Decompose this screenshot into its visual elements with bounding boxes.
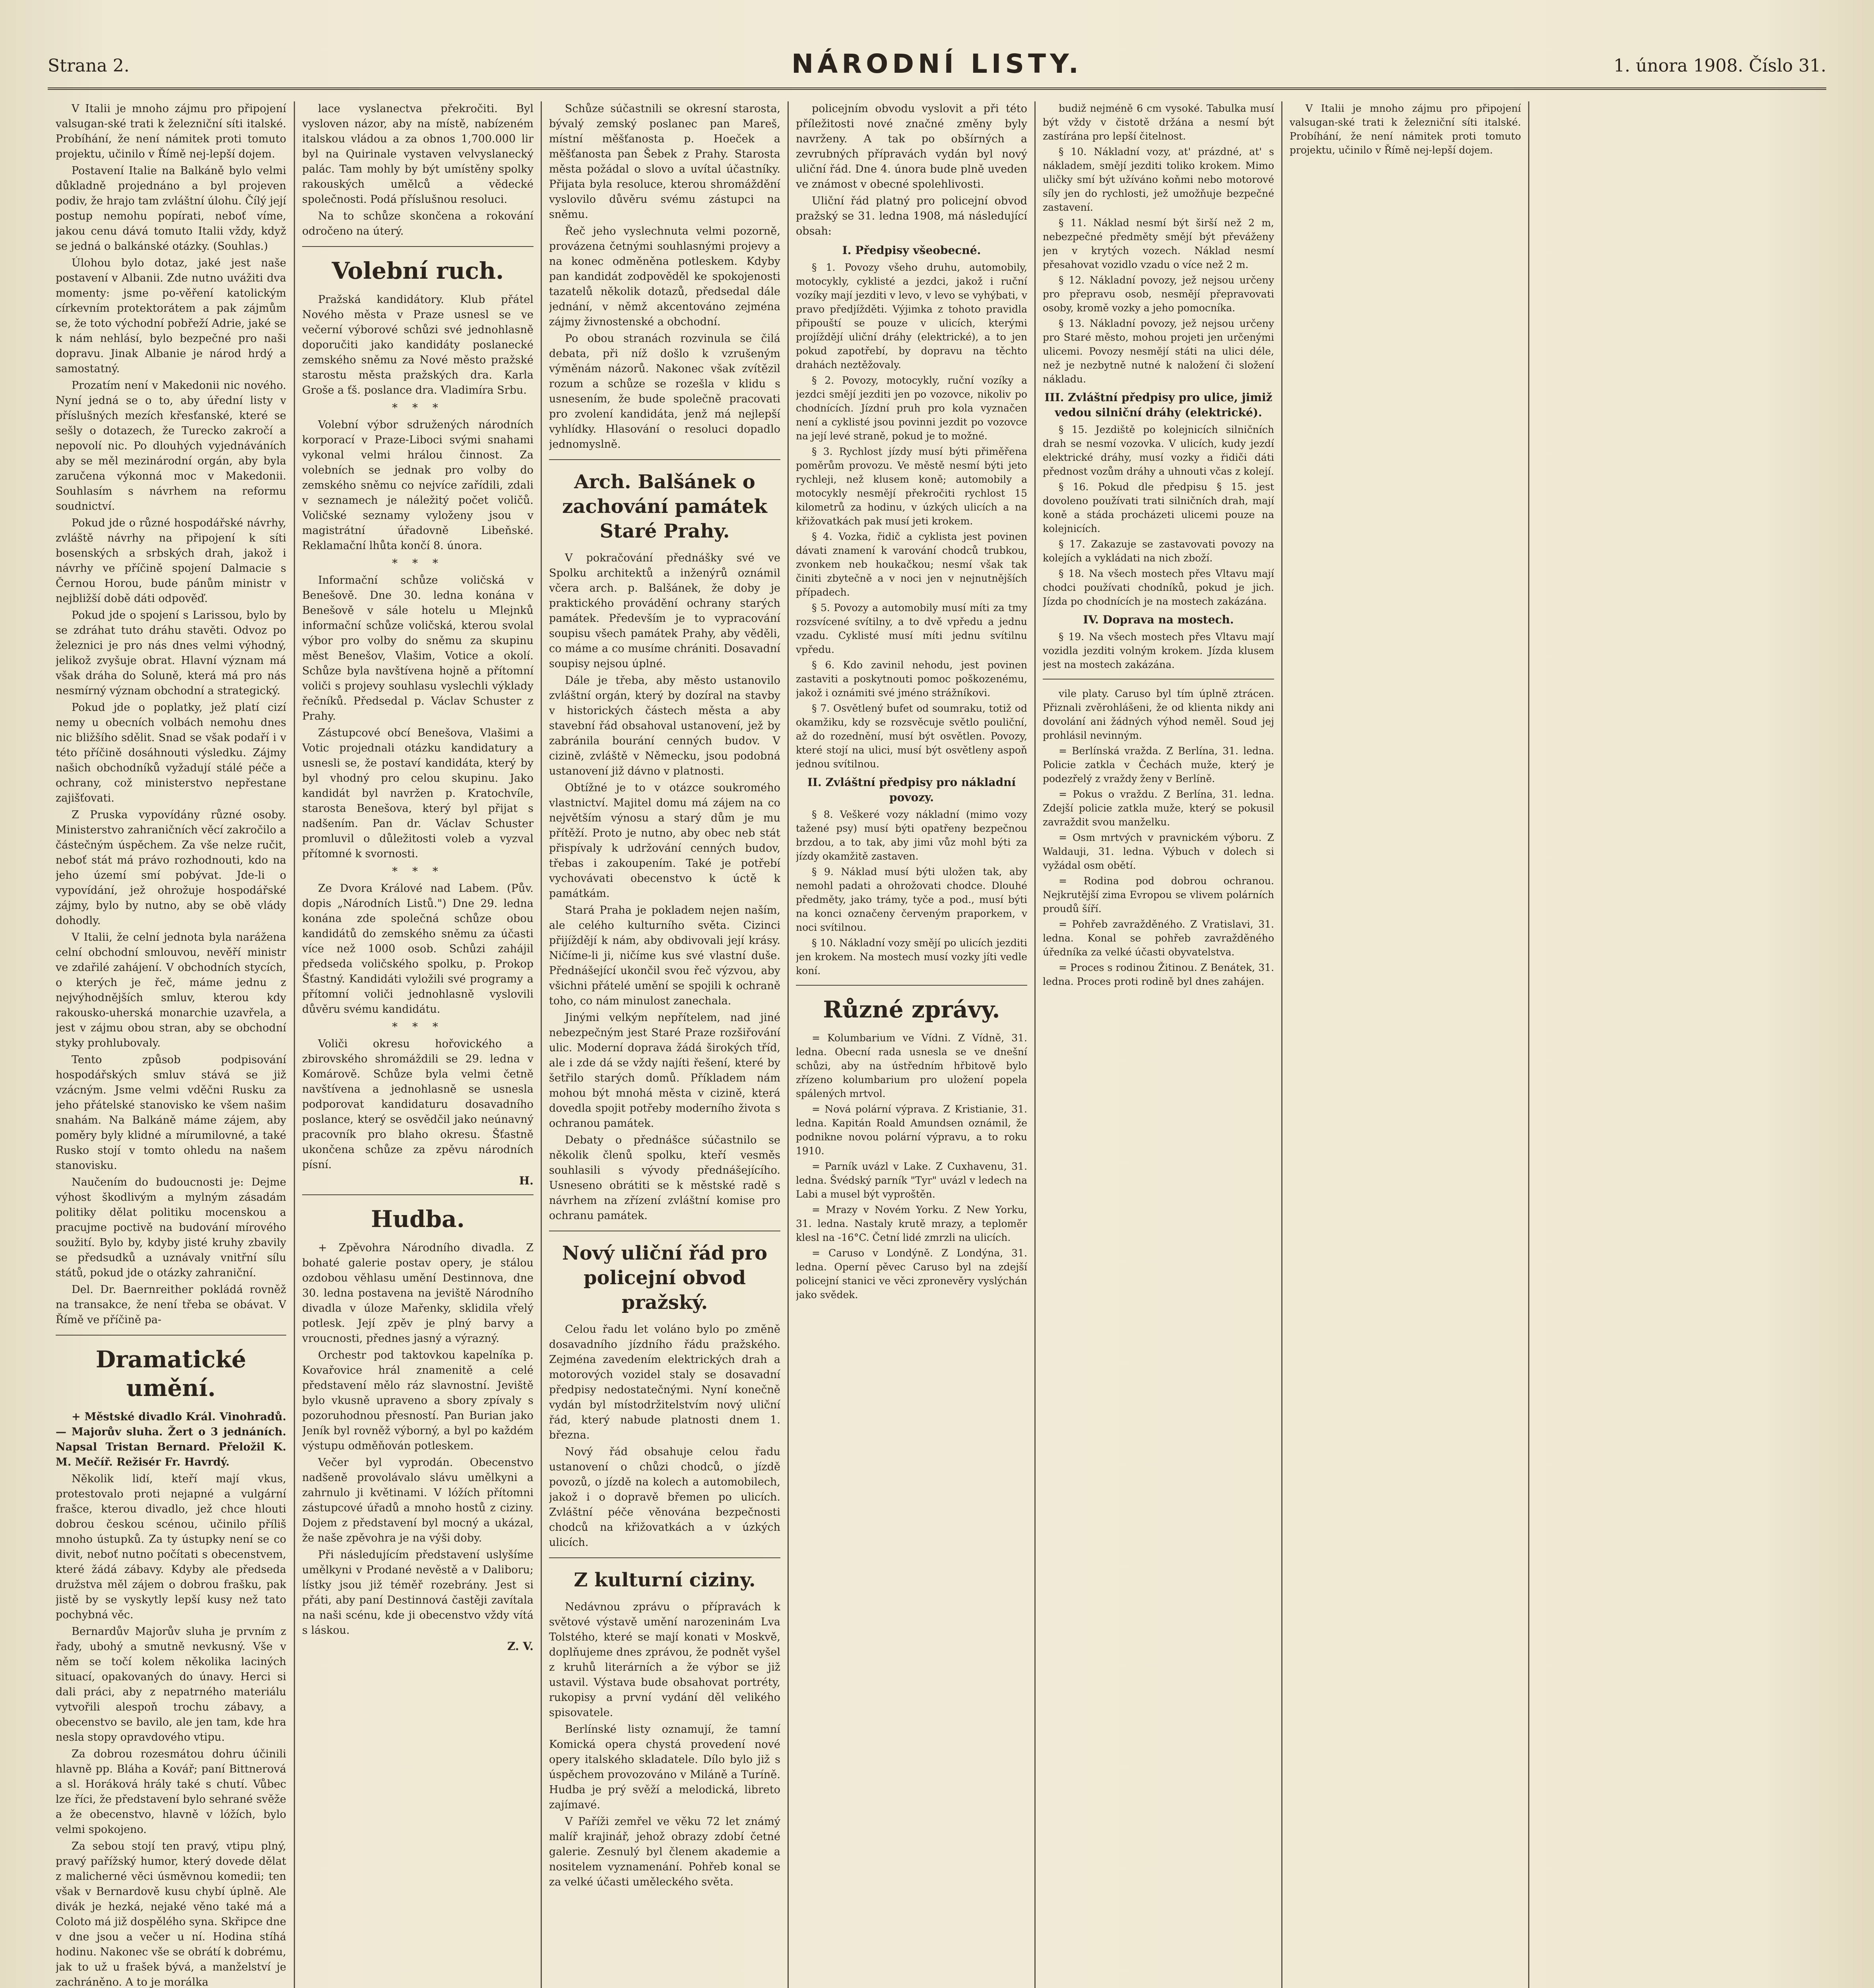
section-divider bbox=[302, 1194, 533, 1195]
news-item: = Kolumbarium ve Vídni. Z Vídně, 31. ledna. Obecní rada usnesla se ve dnešní schůzi, aby na ústředním hřbitově bylo zřízeno kolumbarium pro uložení popela spálených mrtvol. bbox=[796, 1032, 1027, 1099]
news-item: = Parník uvázl v Lake. Z Cuxhavenu, 31. ledna. Švédský parník "Tyr" uvázl v ledech na Labi a musel být vyproštěn. bbox=[796, 1161, 1027, 1200]
column-7 bbox=[1536, 101, 1818, 1988]
news-item: = Caruso v Londýně. Z Londýna, 31. ledna. Operní pěvec Caruso byl na zdejší policejní stanici ve věci zpronevěry vyslýchán jako svědek. bbox=[796, 1247, 1027, 1301]
article-paragraph: § 19. Na všech mostech přes Vltavu mají vozidla jezditi volným krokem. Jízda klusem jest na mostech zakázána. bbox=[1043, 631, 1274, 670]
article-paragraph: lace vyslanectva překročiti. Byl vysloven názor, aby na místě, nabízeném italskou vládou a za obnos 1,700.000 lir byl na Quirinale vystaven velvyslanecký palác. Tam mohly by být umístěny spolky rakouských umělců a vědecké společnosti. Podá příslušnou resoluci. bbox=[302, 103, 533, 206]
article-paragraph: V Italii je mnoho zájmu pro připojení valsugan-ské trati k železniční síti italské. Probíhání, že není námitek proti tomuto projektu, učinilo v Římě nej-lepší dojem. bbox=[56, 103, 286, 160]
article-paragraph: Prozatím není v Makedonii nic nového. Nyní jedná se o to, aby úřední listy v příslušných mezích křesťanské, které se sešly o dotazech, že Turecko zakročí a nepovolí nic. Po dlouhých vyjednáváních aby se měl mezinárodní orgán, aby byla zaručena výkonná moc v Makedonii. Souhlasím s návrhem na reformu soudnictví. bbox=[56, 379, 286, 513]
article-paragraph: § 13. Nákladní povozy, jež nejsou určeny pro Staré město, mohou projeti jen určenými ulicemi. Povozy nesmějí státi na ulici déle, než je nezbytně nutné k naložení či složení nákladu. bbox=[1043, 318, 1274, 385]
article-paragraph: Za sebou stojí ten pravý, vtipu plný, pravý pařížský humor, který dovede dělat z malicherné věci úsměvnou komedii; ten však v Bernardově kusu chybí úplně. Ale divák je hezká, nejaké věno také má a Coloto má již dospělého syna. Skřipce dne v dne jsou a večer u ní. Hodina stíhá hodinu. Nakonec vše se obrátí k dobrému, jak to už u frašek bývá, a manželství je zachráněno. A to je morálka bbox=[56, 1840, 286, 1988]
section-title-architecture: Arch. Balšánek o zachování památek Staré Prahy. bbox=[562, 471, 767, 542]
article-paragraph: Stará Praha je pokladem nejen naším, ale celého kulturního světa. Cizinci přijíždějí k nám, aby obdivovali její krásy. Ničíme-li ji, ničíme kus své vlastní duše. Přednášející ukončil svou řeč výzvou, aby všichni přátelé umění se spojili k ochraně toho, co nám minulost zanechala. bbox=[549, 904, 780, 1007]
article-paragraph: Za dobrou rozesmátou dohru účinili hlavně pp. Bláha a Kovář; paní Bittnerová a sl. Horáková hrály také s chutí. Vůbec lze říci, že představení bylo sehrané svěže a že obecenstvo, hlavně v lóžích, bylo velmi spokojeno. bbox=[56, 1748, 286, 1836]
article-paragraph: Nový řád obsahuje celou řadu ustanovení o chůzi chodců, o jízdě povozů, o jízdě na kolech a automobilech, jakož i o dopravě břemen po ulicích. Zvláštní péče věnována bezpečnosti chodců na křižovatkách a v úzkých ulicích. bbox=[549, 1446, 780, 1549]
column-rule bbox=[294, 101, 295, 1988]
article-paragraph: § 10. Nákladní vozy, at' prázdné, at' s nákladem, smějí jezditi toliko krokem. Mimo uličky smí být užíváno koňmi nebo motorové síly jen do rychlosti, jež umožňuje bezpečné zastavení. bbox=[1043, 146, 1274, 213]
article-paragraph: Voliči okresu hořovického a zbirovského shromáždili se 29. ledna v Komárově. Schůze byla velmi četně navštívena a jednohlasně se usnesla podporovat kandidaturu dosavadního poslance, který se osvědčil jako neúnavný pracovník pro blaho okresu. Šťastně ukončena schůze za zpěvu národních písní. bbox=[302, 1038, 533, 1171]
author-signature: H. bbox=[519, 1174, 533, 1187]
section-subhead: I. Předpisy všeobecné. bbox=[842, 244, 981, 257]
section-divider bbox=[549, 1557, 780, 1558]
article-paragraph: § 15. Jezdiště po kolejnicích silničních drah se nesmí vozovka. V ulicích, kudy jezdí elektrické dráhy, musí vozky a řidiči dáti přednost vozům dráhy a uhnouti včas z kolejí. bbox=[1043, 424, 1274, 477]
article-paragraph: § 3. Rychlost jízdy musí býti přiměřena poměrům provozu. Ve městě nesmí býti jeto rychleji, než klusem koně; automobily a motocykly nesmějí překročiti rychlost 15 kilometrů za hodinu, v úzkých ulicích a na křižovatkách pak musí jeti krokem. bbox=[796, 446, 1027, 527]
news-item: = Pohřeb zavražděného. Z Vratislavi, 31. ledna. Konal se pohřeb zavražděného úředníka za velké účasti obyvatelstva. bbox=[1043, 918, 1274, 958]
section-divider bbox=[56, 1335, 286, 1336]
article-paragraph: Del. Dr. Baernreither pokládá rovněž na transakce, že není třeba se obávat. V Římě ve příčině pa- bbox=[56, 1283, 286, 1326]
separator-stars: * * * bbox=[392, 401, 444, 414]
article-paragraph: V pokračování přednášky své ve Spolku architektů a inženýrů oznámil včera arch. p. Balšánek, že doby je praktického provádění ochrany starých památek. Především je to vypracování soupisu všech památek Prahy, aby věděli, co máme a co musíme chrániti. Dosavadní soupisy nejsou úplné. bbox=[549, 552, 780, 670]
page-number: Strana 2. bbox=[48, 56, 130, 76]
article-paragraph: § 1. Povozy všeho druhu, automobily, motocykly, cyklisté a jezdci, jakož i ruční vozíky mají jezditi v levo, v levo se vyhýbati, v pravo předjížděti. Výjimka z tohoto pravidla připouští se pouze v ulicích, kterými projíždějí uliční dráhy (elektrické), a to jen pokud zapotřebí, by dopravu na těchto drahách neztěžovaly. bbox=[796, 262, 1027, 371]
review-lead: + Městské divadlo Král. Vinohradů. — Majorův sluha. Žert o 3 jednáních. Napsal Tristan Bernard. Přeložil K. M. Mečíř. Režisér Fr. Havrdý. bbox=[56, 1411, 286, 1468]
separator-stars: * * * bbox=[392, 865, 444, 878]
section-title-street-order: Nový uliční řád pro policejní obvod pražský. bbox=[562, 1242, 768, 1314]
article-paragraph: Orchestr pod taktovkou kapelníka p. Kovařovice hrál znamenitě a celé představení mělo ráz slavnostní. Jeviště bylo vkusně upraveno a sbory zpívaly s pozoruhodnou přesností. Pan Burian jako Jeník byl rovněž výborný, a byl po každém výstupu odměňován potleskem. bbox=[302, 1349, 533, 1452]
article-paragraph: Berlínské listy oznamují, že tamní Komická opera chystá provedení nové opery italského skladatele. Dílo bylo již s úspěchem provozováno v Miláně a Turíně. Hudba je prý svěží a melodická, libreto zajímavé. bbox=[549, 1723, 780, 1811]
section-subhead: IV. Doprava na mostech. bbox=[1083, 613, 1234, 626]
article-paragraph: Dále je třeba, aby město ustanovilo zvláštní orgán, který by dozíral na stavby v historických částech města a aby stavební řád obsahoval ustanovení, jež by zabránila bourání cenných budov. V cizině, zvláště v Německu, jsou podobná ustanovení již dávno v platnosti. bbox=[549, 674, 780, 777]
article-paragraph: Volební výbor sdružených národních korporací v Praze-Liboci svými snahami vykonal velmi hrálou činnost. Za volebních se jednak pro volby do zemského sněmu co nejvíce zařídili, zdali v seznamech je náležitý počet voličů. Voličské seznamy vyloženy jsou v magistrátní úřadovně Libeňské. Reklamační lhůta končí 8. února. bbox=[302, 419, 533, 552]
article-paragraph: Obtížné je to v otázce soukromého vlastnictví. Majitel domu má zájem na co největším výnosu a starý dům je mu přítěží. Proto je nutno, aby obec neb stát přispívaly k udržování cenných budov, třebas i zakoupením. Také je potřebí vychovávati obecenstvo k úctě k památkám. bbox=[549, 782, 780, 900]
article-paragraph: Naučením do budoucnosti je: Dejme výhost škodlivým a mylným zásadám politiky dělat politiku mocenskou a pracujme poctivě na budování mírového soužití. Bylo by, kdyby jisté kruhy zbavily se předsudků a uznávaly vnitřní sílu států, pokud jde o otázky zahraniční. bbox=[56, 1176, 286, 1279]
article-paragraph: Večer byl vyprodán. Obecenstvo nadšeně provolávalo slávu umělkyni a zahrnulo ji květinami. V lóžích přítomni zástupcové úřadů a mnoho hostů z ciziny. Dojem z představení byl mocný a ukázal, že naše zpěvohra je na výši doby. bbox=[302, 1456, 533, 1544]
section-title-election: Volební ruch. bbox=[332, 257, 504, 284]
article-paragraph: V Italii je mnoho zájmu pro připojení valsugan-ské trati k železniční síti italské. Probíhání, že není námitek proti tomuto projektu, učinilo v Římě nej-lepší dojem. bbox=[1290, 103, 1521, 156]
article-paragraph: § 12. Nákladní povozy, jež nejsou určeny pro přepravu osob, nesmějí přepravovati osoby, kromě vozky a jeho pomocníka. bbox=[1043, 274, 1274, 314]
article-paragraph: Informační schůze voličská v Benešově. Dne 30. ledna konána v Benešově v sále hotelu u Mlejnků informační schůze voličská, kterou svolal výbor pro volby do sněmu za skupinu měst Benešov, Vlašim, Votice a okolí. Schůze byla navštívena hojně a přítomní voliči s projevy souhlasu vyslechli výklady řečníků. Předsedal p. Václav Schuster z Prahy. bbox=[302, 574, 533, 722]
article-paragraph: Uliční řád platný pro policejní obvod pražský se 31. ledna 1908, má následující obsah: bbox=[796, 195, 1027, 237]
column-rule bbox=[1528, 101, 1529, 1988]
news-item: = Proces s rodinou Žitinou. Z Benátek, 31. ledna. Proces proti rodině byl dnes zahájen. bbox=[1043, 962, 1274, 987]
article-paragraph: § 16. Pokud dle předpisu § 15. jest dovoleno používati trati silničních drah, mají koně a stáda procházeti ulicemi pouze na kolejnicích. bbox=[1043, 481, 1274, 534]
column-rule bbox=[788, 101, 789, 1988]
news-item: = Pokus o vraždu. Z Berlína, 31. ledna. Zdejší policie zatkla muže, který se pokusil zavraždit svou manželku. bbox=[1043, 788, 1274, 828]
column-3 bbox=[549, 101, 780, 1988]
article-paragraph: Řeč jeho vyslechnuta velmi pozorně, provázena četnými souhlasnými projevy a na konec odměněna potleskem. Kdyby pan kandidát zodpověděl ke spokojenosti tazatelů několik dotazů, předsedal dále jednání, v němž akcentováno zejména zájmy živnostenské a obchodní. bbox=[549, 225, 780, 328]
article-paragraph: Postavení Italie na Balkáně bylo velmi důkladně projednáno a byl projeven podiv, že hrajo tam zvláštní úlohu. Čílý její postup nemohu popírati, neboť víme, jakou cenu dává tomuto Italii vždy, když se jedná o balkánské otázky. (Souhlas.) bbox=[56, 165, 286, 252]
news-item: = Nová polární výprava. Z Kristianie, 31. ledna. Kapitán Roald Amundsen oznámil, že podnikne novou polární výpravu, a to roku 1910. bbox=[796, 1103, 1027, 1157]
newspaper-title: NÁRODNÍ LISTY. bbox=[792, 49, 1082, 79]
article-paragraph: § 6. Kdo zavinil nehodu, jest povinen zastaviti a poskytnouti pomoc poškozenému, jakož i oznámiti své jméno strážníkovi. bbox=[796, 659, 1027, 699]
column-4 bbox=[796, 101, 1027, 1988]
news-item: = Osm mrtvých v pravnickém výboru. Z Waldauji, 31. ledna. Výbuch v dolech si vyžádal osm obětí. bbox=[1043, 832, 1274, 871]
article-paragraph: § 7. Osvětlený bufet od soumraku, totiž od okamžiku, kdy se rozsvěcuje světlo pouliční, až do rozednění, musí být osvětlen. Povozy, které stojí na ulici, musí být osvětleny aspoň jednou svítilnou. bbox=[796, 703, 1027, 770]
article-paragraph: budiž nejméně 6 cm vysoké. Tabulka musí být vždy v čistotě držána a nesmí být zastírána pro lepší čitelnost. bbox=[1043, 103, 1274, 142]
article-paragraph: Pokud jde o různé hospodářské návrhy, zvláště návrhy na připojení k síti bosenských a srbských drah, jakož i návrhy ve příčině spojení Dalmacie s Černou Horou, bude pánům ministr v nejbližší době dáti odpověď. bbox=[56, 517, 286, 605]
news-item: = Rodina pod dobrou ochranou. Nejkrutější zima Evropou se vlivem polárních proudů šíří. bbox=[1043, 875, 1274, 914]
news-item: vile platy. Caruso byl tím úplně ztrácen. Přiznali zvěrohlášeni, že od klienta nikdy ani dovolání ani žádných výhod neměl. Soud jej prohlásil nevinným. bbox=[1043, 688, 1274, 741]
article-paragraph: Debaty o přednášce súčastnilo se několik členů spolku, kteří vesměs souhlasili s vývody přednášejícího. Usneseno obrátiti se k městské radě s návrhem na zřízení zvláštní komise pro ochranu památek. bbox=[549, 1134, 780, 1222]
column-1 bbox=[56, 101, 286, 1988]
article-paragraph: § 10. Nákladní vozy smějí po ulicích jezditi jen krokem. Na mostech musí vozky jíti vedle koní. bbox=[796, 937, 1027, 977]
article-paragraph: § 4. Vozka, řidič a cyklista jest povinen dávati znamení k varování chodců trubkou, zvonkem neb houkačkou; nesmí však tak činiti zbytečně a v noci jen v nejnutnějších případech. bbox=[796, 531, 1027, 598]
article-paragraph: V Paříži zemřel ve věku 72 let známý malíř krajinář, jehož obrazy zdobí četné galerie. Zesnulý byl členem akademie a nositelem vyznamenání. Pohřeb konal se za velké účasti uměleckého světa. bbox=[549, 1815, 780, 1888]
article-paragraph: § 9. Náklad musí býti uložen tak, aby nemohl padati a ohrožovati chodce. Dlouhé předměty, jako trámy, tyče a pod., musí býti na konci označeny červeným praporkem, v noci svítilnou. bbox=[796, 866, 1027, 933]
article-paragraph: Pokud jde o spojení s Larissou, bylo by se zdráhat tuto dráhu stavěti. Odvoz po železnici je pro nás dnes velmi výhodný, jelikož zvyšuje obrat. Hlavní význam má však dráha do Soluně, která má pro nás nesmírný význam obchodní a strategický. bbox=[56, 609, 286, 697]
article-paragraph: V Italii, že celní jednota byla narážena celní obchodní smlouvou, nevěří ministr ve zdařilé zahájení. V obchodních stycích, o kterých je řeč, máme jednu z nejvýhodnějších smluv, kterou kdy rakousko-uherská monarchie uzavřela, a jest v zájmu obou stran, aby se obchodní styky prohlubovaly. bbox=[56, 931, 286, 1049]
article-paragraph: + Zpěvohra Národního divadla. Z bohaté galerie postav opery, je stálou ozdobou věhlasu umění Destinnova, dne 30. ledna postavena na jeviště Národního divadla v úloze Mařenky, sklidila vřelý potlesk. Její zpěv je plný barvy a vroucnosti, přednes jasný a výrazný. bbox=[302, 1242, 533, 1345]
article-paragraph: Bernardův Majorův sluha je prvním z řady, ubohý a smutně nevkusný. Vše v něm se točí kolem několika laciných situací, opakovaných do únavy. Herci si dali práci, aby z nepatrného materiálu vytvořili alespoň trochu zábavy, a obecenstvo se bavilo, ale jen tam, kde hra nesla stopy opravdového vtipu. bbox=[56, 1625, 286, 1743]
article-paragraph: Úlohou bylo dotaz, jaké jest naše postavení v Albanii. Zde nutno uvážiti dva momenty: jsme po-věření katolickým církevním protektorátem a pak zájmům se, že toto východní pobřeží Adrie, jaké se k nám nehlásí, bylo bezpečné pro naši dopravu. Jinak Albanie je národ hrdý a samostatný. bbox=[56, 257, 286, 375]
article-paragraph: § 11. Náklad nesmí být širší než 2 m, nebezpečné předměty smějí být převáženy jen v krytých vozech. Náklad nesmí přesahovat vozidlo vzadu o více než 2 m. bbox=[1043, 217, 1274, 270]
author-signature: Z. V. bbox=[507, 1640, 533, 1653]
column-5 bbox=[1043, 101, 1274, 1988]
separator-stars: * * * bbox=[392, 557, 444, 570]
article-paragraph: Po obou stranách rozvinula se čilá debata, při níž došlo k vzrušeným výměnám názorů. Nakonec však zvítězil rozum a schůze se rozešla v klidu s usnesením, že bude společně pracovati pro zvolení kandidáta, jenž má nejlepší vyhlídky. Hlasování o resoluci dopadlo jednomyslně. bbox=[549, 332, 780, 450]
section-subhead: III. Zvláštní předpisy pro ulice, jimiž vedou silniční dráhy (elektrické). bbox=[1044, 391, 1273, 419]
article-paragraph: Pražská kandidátory. Klub přátel Nového města v Praze usnesl se ve večerní výborové schůzi své jednohlasně doporučiti jako kandidáty poslanecké zemského sněmu za Nové město pražské starostu města pražských dra. Karla Groše a ťš. poslance dra. Vladimíra Srbu. bbox=[302, 293, 533, 396]
news-item: = Berlínská vražda. Z Berlína, 31. ledna. Policie zatkla v Čechách muže, který je podezřelý z vraždy ženy v Berlíně. bbox=[1043, 745, 1274, 784]
column-6 bbox=[1290, 101, 1521, 1988]
article-paragraph: Při následujícím představení uslyšíme umělkyni v Prodané nevěstě a v Daliboru; lístky jsou již téměř rozebrány. Jest si přáti, aby paní Destinnová častěji zavítala na naši scénu, kde ji obecenstvo vždy vítá s láskou. bbox=[302, 1549, 533, 1637]
article-paragraph: Několik lidí, kteří mají vkus, protestovalo proti nejapné a vulgární frašce, kterou divadlo, jež chce hlouti dobrou českou scénou, učinilo příliš mnoho ústupků. Za ty ústupky není se co divit, neboť nutno počítati s obecenstvem, které žádá zábavy. Kdyby ale předseda družstva měl zájem o dobrou frašku, pak jistě by se vyskytly lepší kusy než tato pochybná věc. bbox=[56, 1473, 286, 1621]
section-divider bbox=[549, 459, 780, 460]
article-paragraph: policejním obvodu vyslovit a při této příležitosti nové značné změny byly navrženy. A tak po obšírných a zevrubných přípravách vydán byl nový uliční řád. Dne 4. února bude plně uveden ve známost v obecné spolehlivosti. bbox=[796, 103, 1027, 190]
article-paragraph: § 18. Na všech mostech přes Vltavu mají chodci používati chodníků, pokud je jich. Jízda po chodnících je na mostech zakázána. bbox=[1043, 568, 1274, 607]
section-subhead: II. Zvláštní předpisy pro nákladní povozy. bbox=[807, 776, 1016, 804]
article-paragraph: Schůze súčastnili se okresní starosta, bývalý zemský poslanec pan Mareš, místní měšťanosta p. Hoeček a měšťanosta pan Šebek z Prahy. Starosta města požádal o slovo a uvítal účastníky. Přijata byla resoluce, kterou shromáždění vyslovilo důvěru svému zástupci na sněmu. bbox=[549, 103, 780, 221]
news-item: = Mrazy v Novém Yorku. Z New Yorku, 31. ledna. Nastaly krutě mrazy, a teploměr klesl na -16°C. Četní lidé zmrzli na ulicích. bbox=[796, 1204, 1027, 1243]
article-paragraph: Jinými velkým nepřítelem, nad jiné nebezpečným jest Staré Praze rozšiřování ulic. Moderní doprava žádá širokých tříd, ale i zde dá se vždy najíti řešení, které by šetřilo starých domů. Příkladem nám mohou být mnohá města v cizině, která dovedla spojit potřeby moderního života s ochranou památek. bbox=[549, 1011, 780, 1130]
section-title-theatre: Dramatické umění. bbox=[95, 1346, 246, 1402]
article-paragraph: § 8. Veškeré vozy nákladní (mimo vozy tažené psy) musí býti opatřeny bezpečnou brzdou, a to tak, aby jimi vůz mohl býti za jízdy okamžitě zastaven. bbox=[796, 809, 1027, 862]
section-divider bbox=[302, 246, 533, 247]
section-title-various: Různé zprávy. bbox=[823, 996, 1000, 1023]
article-paragraph: Ze Dvora Králové nad Labem. (Pův. dopis „Národních Listů.") Dne 29. ledna konána zde společná schůze obou kandidátů do zemského sněmu za účasti více než 1000 osob. Schůzi zahájil předseda voličského spolku, p. Prokop Šťastný. Kandidáti vyložili své programy a přítomní voliči jednohlasně vyslovili důvěru svému kandidátu. bbox=[302, 882, 533, 1015]
article-paragraph: Zástupcové obcí Benešova, Vlašimi a Votic projednali otázku kandidatury a usnesli se, že postaví kandidáta, který by byl vhodný pro celou skupinu. Jako kandidát byl navržen p. Kratochvíle, starosta Benešova, který byl přijat s nadšením. Pan dr. Václav Schuster promluvil o důležitosti voleb a vyzval přítomné k svornosti. bbox=[302, 727, 533, 860]
column-rule bbox=[1281, 101, 1282, 1988]
section-title-music: Hudba. bbox=[371, 1206, 465, 1233]
column-2 bbox=[302, 101, 533, 1988]
article-paragraph: § 2. Povozy, motocykly, ruční vozíky a jezdci smějí jezditi jen po vozovce, nikoliv po chodnících. Jízdní pruh pro kola vyznačen není a cyklisté jsou povinni jezdit po vozovce na její levé straně, pokud je to možné. bbox=[796, 375, 1027, 442]
article-paragraph: Nedávnou zprávu o přípravách k světové výstavě umění narozeninám Lva Tolstého, které se mají konati v Moskvě, doplňujeme dnes zprávou, že podnět vyšel z kruhů literárních a že výbor se již ustavil. Výstava bude obsahovat portréty, rukopisy a první vydání děl velikého spisovatele. bbox=[549, 1601, 780, 1719]
separator-stars: * * * bbox=[392, 1020, 444, 1033]
masthead bbox=[48, 40, 1826, 90]
article-paragraph: Pokud jde o poplatky, jež platí cizí nemy u obecních volbách nemohu dnes nic bližšího sdělit. Snad se však podaří i v této příčině dosáhnouti výsledku. Zájmy našich obchodníků vyžadují stálé péče a ochrany, což ministerstvo nepřestane zajišťovati. bbox=[56, 701, 286, 804]
issue-date: 1. února 1908. Číslo 31. bbox=[1613, 56, 1826, 76]
article-paragraph: Z Pruska vypovídány různé osoby. Ministerstvo zahraničních věcí zakročilo a částečným úspěchem. Za vše nelze ručit, neboť stát má právo rozhodnouti, kdo na jeho území smí pobývat. Jde-li o vypovídání, jež ohrožuje hospodářské zájmy, bylo by nutno, aby se obě vlády dohodly. bbox=[56, 809, 286, 927]
article-paragraph: Na to schůze skončena a rokování odročeno na úterý. bbox=[302, 210, 533, 237]
article-paragraph: Celou řadu let voláno bylo po změně dosavadního jízdního řádu pražského. Zejména zavedením elektrických drah a motorových vozidel staly se dosavadní předpisy nedostatečnými. Nyní konečně vydán byl místodržitelstvím nový uliční řád, který nabude platnosti dnem 1. března. bbox=[549, 1323, 780, 1441]
article-paragraph: Tento způsob podpisování hospodářských smluv stává se již vzácným. Jsme velmi vděčni Rusku za jeho přátelské stanovisko ke všem našim snahám. Na Balkáně máme zájem, aby poměry byly klidné a mírumilovné, a také Rusko stojí v tomto ohledu na našem stanovisku. bbox=[56, 1054, 286, 1172]
section-title-culture: Z kulturní ciziny. bbox=[574, 1569, 756, 1591]
article-paragraph: § 5. Povozy a automobily musí míti za tmy rozsvícené svítilny, a to dvě vpředu a jednu vzadu. Cyklisté musí míti jednu svítilnu vpředu. bbox=[796, 602, 1027, 655]
section-divider bbox=[796, 985, 1027, 986]
article-paragraph: § 17. Zakazuje se zastavovati povozy na kolejích a vykládati na nich zboží. bbox=[1043, 538, 1274, 564]
column-rule bbox=[541, 101, 542, 1988]
column-rule bbox=[1034, 101, 1036, 1988]
